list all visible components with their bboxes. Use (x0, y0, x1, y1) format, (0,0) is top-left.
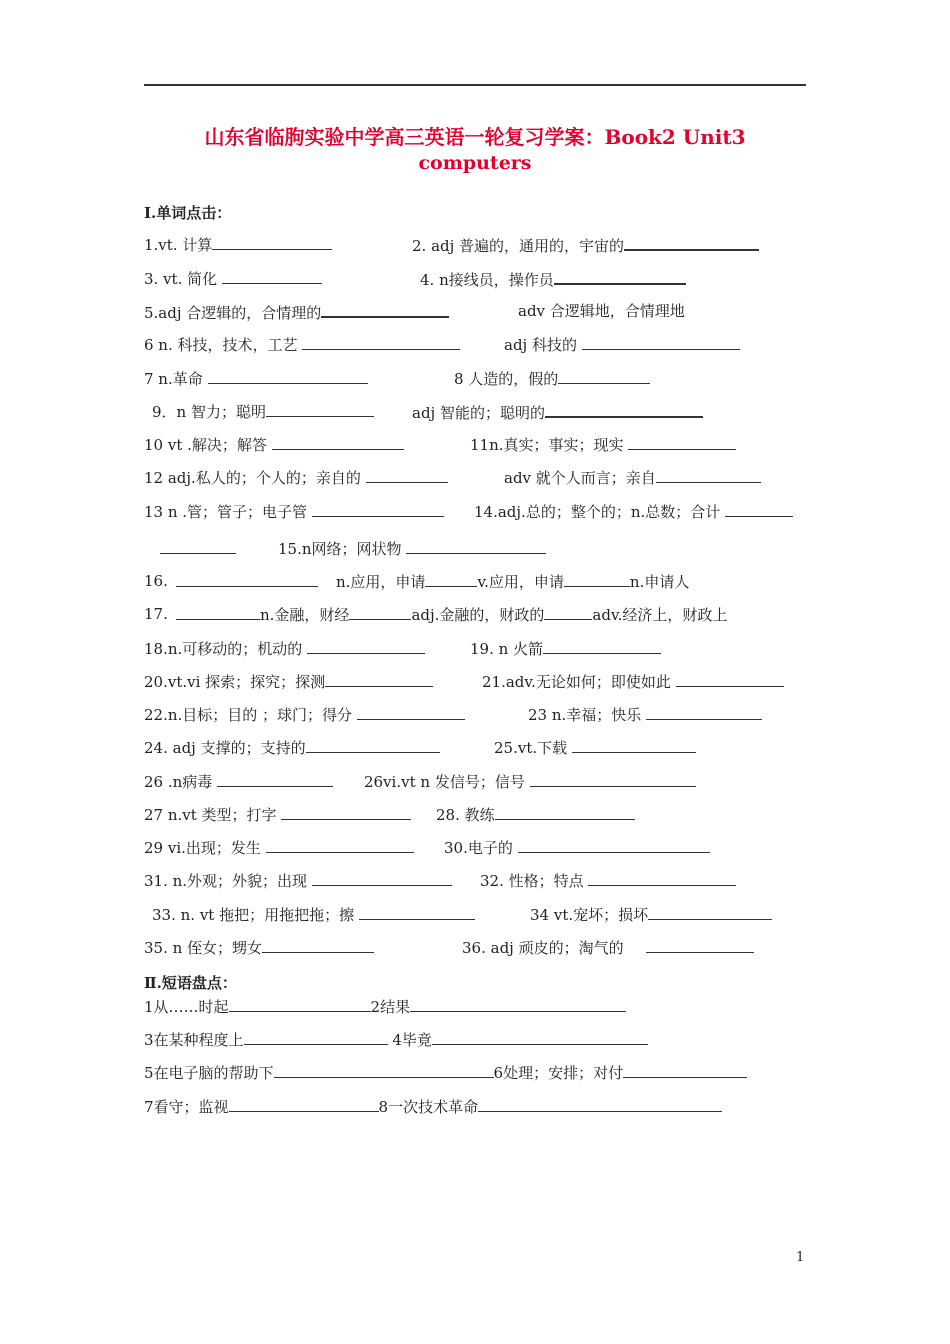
vocab-item-30: 30.电子的 (444, 839, 513, 857)
vocab-item-16c: v.应用，申请 (477, 573, 564, 591)
phrase-item-2: 2结果 (370, 998, 411, 1016)
vocab-item-16a: 16. (144, 572, 168, 590)
answer-blank[interactable] (366, 467, 448, 483)
vocab-item-16b: n.应用，申请 (336, 573, 426, 591)
answer-blank[interactable] (217, 771, 333, 787)
vocab-item-5b: adv 合逻辑地，合情理地 (518, 302, 685, 320)
answer-blank[interactable] (307, 638, 425, 654)
vocab-item-6a: 6 n. 科技，技术，工艺 (144, 336, 298, 354)
vocab-item-1: 1.vt. 计算 (144, 236, 213, 254)
answer-blank[interactable] (349, 604, 411, 620)
phrase-item-7: 7看守；监视 (144, 1098, 229, 1116)
vocab-item-18: 18.n.可移动的；机动的 (144, 640, 303, 658)
answer-blank[interactable] (545, 401, 703, 418)
vocab-item-4: 4. n接线员，操作员 (420, 271, 554, 289)
answer-blank[interactable] (325, 671, 433, 687)
vocab-item-26a: 26 .n病毒 (144, 773, 213, 791)
vocab-item-5a: 5.adj 合逻辑的，合情理的 (144, 304, 322, 322)
vocab-item-17b: n.金融，财经 (260, 606, 350, 624)
vocab-item-29: 29 vi.出现；发生 (144, 839, 261, 857)
vocab-item-32: 32. 性格；特点 (480, 872, 584, 890)
page-number: 1 (796, 1250, 805, 1265)
vocab-item-10: 10 vt .解决；解答 (144, 436, 267, 454)
answer-blank[interactable] (176, 571, 318, 587)
answer-blank[interactable] (495, 804, 635, 820)
vocab-item-7: 7 n.革命 (144, 370, 203, 388)
vocab-item-14: 14.adj.总的；整个的；n.总数；合计 (474, 503, 721, 521)
vocab-item-16d: n.申请人 (629, 573, 690, 591)
answer-blank[interactable] (588, 870, 736, 886)
answer-blank[interactable] (244, 1029, 388, 1045)
answer-blank[interactable] (359, 904, 475, 920)
answer-blank[interactable] (624, 234, 759, 251)
answer-blank[interactable] (312, 870, 452, 886)
phrase-item-6: 6处理；安排；对付 (493, 1064, 624, 1082)
vocab-item-22: 22.n.目标；目的 ；球门；得分 (144, 706, 353, 724)
answer-blank[interactable] (544, 604, 592, 620)
phrase-item-4: 4毕竟 (392, 1031, 432, 1049)
vocab-item-35: 35. n 侄女；甥女 (144, 939, 263, 957)
vocab-item-6b: adj 科技的 (504, 336, 577, 354)
answer-blank[interactable] (646, 704, 762, 720)
vocab-item-33: 33. n. vt 拖把；用拖把拖；擦 (152, 906, 355, 924)
answer-blank[interactable] (406, 538, 546, 554)
section-2-heading: Ⅱ.短语盘点： (144, 974, 237, 992)
vocab-item-12a: 12 adj.私人的；个人的；亲自的 (144, 469, 361, 487)
answer-blank[interactable] (229, 996, 371, 1012)
vocab-item-34: 34 vt.宠坏；损坏 (530, 906, 649, 924)
top-rule (144, 84, 806, 86)
answer-blank[interactable] (274, 1062, 494, 1078)
vocab-item-15: 15.n网络；网状物 (278, 540, 402, 558)
answer-blank[interactable] (564, 571, 630, 587)
answer-blank[interactable] (628, 434, 736, 450)
vocab-item-3: 3. vt. 简化 (144, 270, 218, 288)
answer-blank[interactable] (656, 467, 761, 483)
vocab-item-27: 27 n.vt 类型；打字 (144, 806, 277, 824)
phrase-item-5: 5在电子脑的帮助下 (144, 1064, 274, 1082)
answer-blank[interactable] (222, 268, 322, 284)
phrase-item-1: 1从……时起 (144, 998, 229, 1016)
section-1-heading: Ⅰ.单词点击： (144, 204, 232, 222)
answer-blank[interactable] (432, 1029, 648, 1045)
answer-blank[interactable] (518, 837, 710, 853)
answer-blank[interactable] (646, 937, 754, 953)
answer-blank[interactable] (725, 501, 793, 517)
vocab-item-13: 13 n .管；管子；电子管 (144, 503, 308, 521)
vocab-item-23: 23 n.幸福；快乐 (528, 706, 642, 724)
vocab-item-24: 24. adj 支撑的；支持的 (144, 739, 306, 757)
answer-blank[interactable] (262, 937, 374, 953)
vocab-item-36: 36. adj 顽皮的；淘气的 (462, 939, 624, 957)
answer-blank[interactable] (410, 996, 626, 1012)
answer-blank[interactable] (543, 638, 661, 654)
answer-blank[interactable] (648, 904, 772, 920)
vocab-item-9b: adj 智能的；聪明的 (412, 404, 545, 422)
phrase-item-3: 3在某种程度上 (144, 1031, 244, 1049)
answer-blank[interactable] (321, 301, 449, 318)
vocab-item-25: 25.vt.下载 (494, 739, 568, 757)
answer-blank[interactable] (676, 671, 784, 687)
vocab-item-17a: 17. (144, 605, 168, 623)
answer-blank[interactable] (266, 401, 374, 417)
answer-blank[interactable] (302, 334, 460, 350)
answer-blank[interactable] (558, 368, 650, 384)
answer-blank[interactable] (266, 837, 414, 853)
answer-blank[interactable] (160, 538, 236, 554)
vocab-item-8: 8 人造的，假的 (454, 370, 559, 388)
answer-blank[interactable] (582, 334, 740, 350)
answer-blank[interactable] (530, 771, 696, 787)
phrase-item-8: 8一次技术革命 (378, 1098, 479, 1116)
answer-blank[interactable] (357, 704, 465, 720)
answer-blank[interactable] (281, 804, 411, 820)
answer-blank[interactable] (312, 501, 444, 517)
vocab-item-28: 28. 教练 (436, 806, 495, 824)
answer-blank[interactable] (478, 1096, 722, 1112)
vocab-item-19: 19. n 火箭 (470, 640, 544, 658)
answer-blank[interactable] (272, 434, 404, 450)
vocab-item-2: 2. adj 普遍的，通用的，宇宙的 (412, 237, 625, 255)
answer-blank[interactable] (572, 737, 696, 753)
answer-blank[interactable] (554, 268, 686, 285)
vocab-item-17c: adj.金融的，财政的 (411, 606, 545, 624)
vocab-item-20: 20.vt.vi 探索；探究；探测 (144, 673, 326, 691)
vocab-item-21: 21.adv.无论如何；即使如此 (482, 673, 671, 691)
answer-blank[interactable] (212, 234, 332, 250)
vocab-item-17d: adv.经济上，财政上 (592, 606, 728, 624)
vocab-item-9a: 9．n 智力；聪明 (152, 403, 266, 421)
vocab-item-26b: 26vi.vt n 发信号；信号 (364, 773, 525, 791)
answer-blank[interactable] (425, 571, 477, 587)
answer-blank[interactable] (208, 368, 368, 384)
vocab-item-12b: adv 就个人而言；亲自 (504, 469, 656, 487)
vocab-item-11: 11n.真实；事实；现实 (470, 436, 624, 454)
answer-blank[interactable] (229, 1096, 379, 1112)
title-line-2: computers (418, 152, 532, 174)
answer-blank[interactable] (306, 737, 440, 753)
answer-blank[interactable] (176, 604, 260, 620)
title-line-1: 山东省临朐实验中学高三英语一轮复习学案：Book2 Unit3 (204, 125, 746, 149)
answer-blank[interactable] (623, 1062, 747, 1078)
vocab-item-31: 31. n.外观；外貌；出现 (144, 872, 308, 890)
